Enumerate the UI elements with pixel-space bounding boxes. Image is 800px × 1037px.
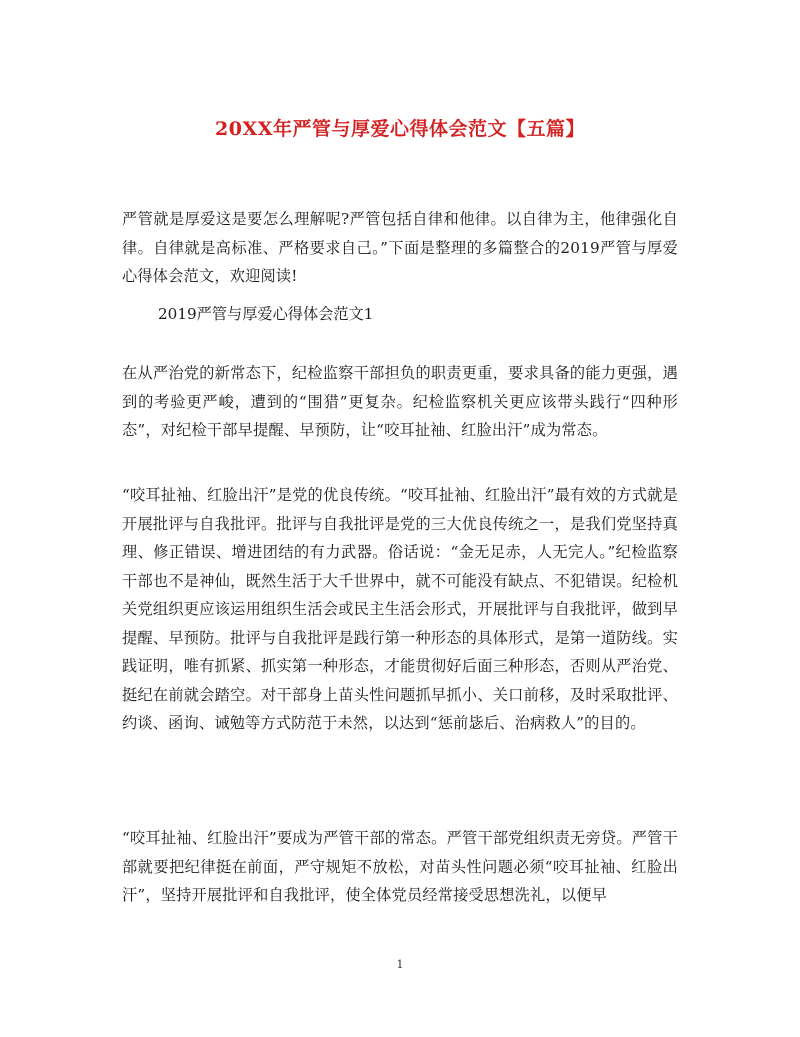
intro-paragraph: 严管就是厚爱这是要怎么理解呢?严管包括自律和他律。以自律为主，他律强化自律。自律就是高标准、严格要求自己。”下面是整理的多篇整合的2019严管与厚爱心得体会范文，欢迎阅读! <box>122 210 678 285</box>
page-number: 1 <box>396 958 404 971</box>
body-paragraph-2: “咬耳扯袖、红脸出汗”是党的优良传统。“咬耳扯袖、红脸出汗”最有效的方式就是开展批评与自我批评。批评与自我批评是党的三大优良传统之一，是我们党坚持真理、修正错误、增进团结的有力武器。俗话说：“金无足赤，人无完人。”纪检监察干部也不是神仙，既然生活于大千世界中，就不可能没有缺点、不犯错误。纪检机关党组织更应该运用组织生活会或民主生活会形式，开展批评与自我批评，做到早提醒、早预防。批评与自我批评是践行第一种形态的具体形式，是第一道防线。实践证明，唯有抓紧、抓实第一种形态，才能贯彻好后面三种形态，否则从严治党、挺纪在前就会踏空。对干部身上苗头性问题抓早抓小、关口前移，及时采取批评、约谈、函询、诫勉等方式防范于未然，以达到“惩前毖后、治病救人”的目的。 <box>122 486 678 732</box>
body-paragraph-1: 在从严治党的新常态下，纪检监察干部担负的职责更重，要求具备的能力更强，遇到的考验更严峻，遭到的“围猎”更复杂。纪检监察机关更应该带头践行“四种形态”，对纪检干部早提醒、早预防，让“咬耳扯袖、红脸出汗”成为常态。 <box>122 364 678 439</box>
section-subtitle: 2019严管与厚爱心得体会范文1 <box>158 305 374 323</box>
document-title: 20XX年严管与厚爱心得体会范文【五篇】 <box>215 118 585 140</box>
body-paragraph-3: “咬耳扯袖、红脸出汗”要成为严管干部的常态。严管干部党组织责无旁贷。严管干部就要把纪律挺在前面，严守规矩不放松，对苗头性问题必须“咬耳扯袖、红脸出汗”，坚持开展批评和自我批评，使全体党员经常接受思想洗礼，以便早 <box>122 829 678 904</box>
